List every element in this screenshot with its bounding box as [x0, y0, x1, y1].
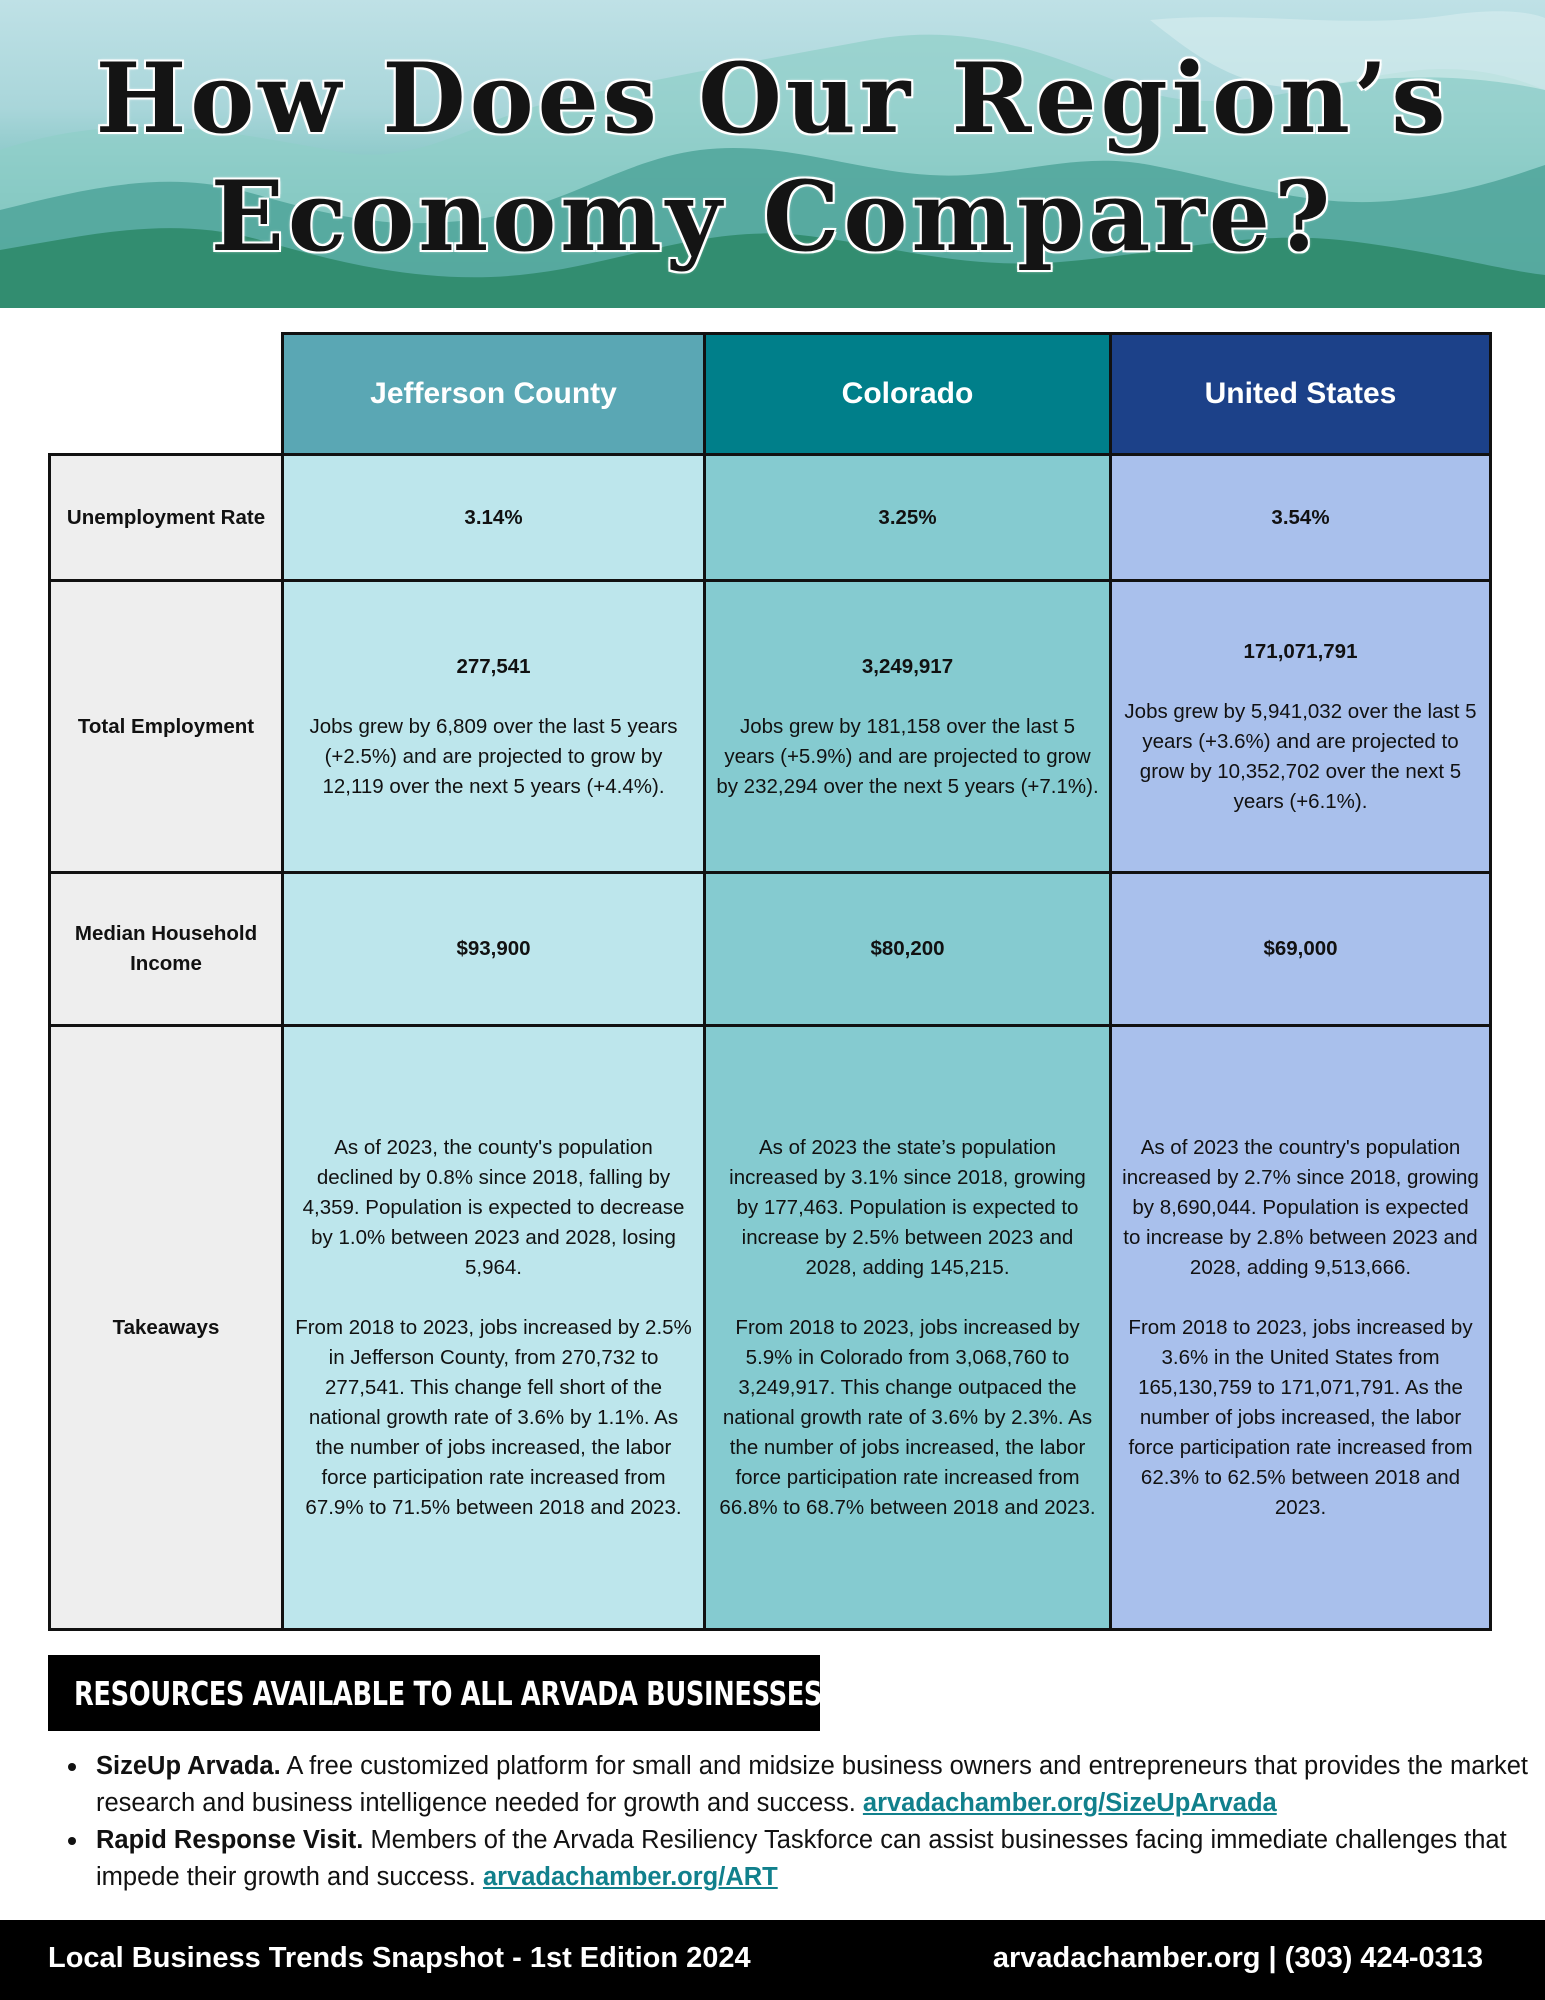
header-banner: [0, 0, 1545, 308]
resource-text-sizeup: A free customized platform for small and midsize business owners and entrepreneurs that provides the market research and business intelligence needed for growth and success.: [96, 1752, 1528, 1817]
page-title-line-1: How Does Our Region’s: [95, 42, 1450, 155]
cell-colorado-employment: [705, 581, 1111, 873]
footer-edition-label: Local Business Trends Snapshot - 1st Edition 2024: [48, 1942, 751, 1974]
art-link[interactable]: arvadachamber.org/ART: [482, 1863, 778, 1891]
cell-colorado-unemployment: 3.25%: [705, 455, 1111, 581]
cell-us-employment: [1111, 581, 1491, 873]
cell-us-unemployment: 3.54%: [1111, 455, 1491, 581]
resource-text-rapid-response: Members of the Arvada Resiliency Taskforce can assist businesses facing immediate challenges that impede their growth and success.: [96, 1826, 1507, 1891]
table-row-takeaways: [50, 1026, 1491, 1630]
table-corner-blank: [50, 334, 283, 455]
us-employment-note: Jobs grew by 5,941,032 over the last 5 years (+3.6%) and are projected to grow by 10,352,702 over the next 5 years (+6.1%).: [1124, 699, 1477, 813]
sizeup-arvada-link[interactable]: arvadachamber.org/SizeUpArvada: [862, 1789, 1277, 1817]
colorado-employment-note: Jobs grew by 181,158 over the last 5 years (+5.9%) and are projected to grow by 232,294 over the next 5 years (+7.1%).: [716, 714, 1099, 798]
us-population-takeaway: As of 2023 the country's population increased by 2.7% since 2018, growing by 8,690,044. Population is expected to increase by 2.8% between 2023 and 2028, adding 9,513,666.: [1122, 1135, 1479, 1279]
table-row-income: [50, 873, 1491, 1026]
cell-colorado-takeaways: [705, 1026, 1111, 1630]
jefferson-population-takeaway: As of 2023, the county's population declined by 0.8% since 2018, falling by 4,359. Population is expected to decrease by 1.0% between 2023 and 2028, losing 5,964.: [302, 1135, 685, 1279]
resources-heading: RESOURCES AVAILABLE TO ALL ARVADA BUSINESSES: [74, 1674, 823, 1713]
table-row-employment: [50, 581, 1491, 873]
jefferson-total-employment: 277,541: [456, 654, 531, 678]
table-header-row: [50, 334, 1491, 455]
cell-colorado-income: $80,200: [705, 873, 1111, 1026]
us-total-employment: 171,071,791: [1243, 639, 1358, 663]
footer-contact: arvadachamber.org | (303) 424-0313: [992, 1942, 1483, 1974]
row-label-takeaways: Takeaways: [50, 1026, 283, 1630]
row-label-employment: Total Employment: [50, 581, 283, 873]
table-row-unemployment: [50, 455, 1491, 581]
column-header-united-states: United States: [1111, 334, 1491, 455]
footer-bar: [0, 1920, 1545, 2000]
cell-us-takeaways: [1111, 1026, 1491, 1630]
colorado-jobs-takeaway: From 2018 to 2023, jobs increased by 5.9% in Colorado from 3,068,760 to 3,249,917. This change outpaced the national growth rate of 3.6% by 2.3%. As the number of jobs increased, the labor force participation rate increased from 66.8% to 68.7% between 2018 and 2023.: [719, 1315, 1096, 1519]
jefferson-employment-note: Jobs grew by 6,809 over the last 5 years (+2.5%) and are projected to grow by 12,119 over the next 5 years (+4.4%).: [309, 714, 678, 798]
cell-jefferson-unemployment: 3.14%: [283, 455, 705, 581]
resources-heading-bar: [48, 1655, 823, 1731]
resource-name-sizeup: SizeUp Arvada.: [96, 1752, 281, 1780]
resources-list: [58, 1748, 1536, 1896]
colorado-total-employment: 3,249,917: [861, 654, 954, 678]
cell-jefferson-employment: [283, 581, 705, 873]
row-label-income: Median Household Income: [50, 873, 283, 1026]
list-item-rapid-response: [96, 1822, 1536, 1896]
jefferson-jobs-takeaway: From 2018 to 2023, jobs increased by 2.5% in Jefferson County, from 270,732 to 277,541. This change fell short of the national growth rate of 3.6% by 1.1%. As the number of jobs increased, the labor force participation rate increased from 67.9% to 71.5% between 2018 and 2023.: [295, 1315, 692, 1519]
column-header-jefferson-county: Jefferson County: [283, 334, 705, 455]
row-label-unemployment: Unemployment Rate: [50, 455, 283, 581]
colorado-population-takeaway: As of 2023 the state’s population increased by 3.1% since 2018, growing by 177,463. Population is expected to increase by 2.5% between 2023 and 2028, adding 145,215.: [729, 1135, 1086, 1279]
cell-jefferson-income: $93,900: [283, 873, 705, 1026]
page-title-line-2: Economy Compare?: [210, 160, 1335, 273]
list-item-sizeup-arvada: [96, 1748, 1536, 1822]
us-jobs-takeaway: From 2018 to 2023, jobs increased by 3.6% in the United States from 165,130,759 to 171,071,791. As the number of jobs increased, the labor force participation rate increased from 62.3% to 62.5% between 2018 and 2023.: [1128, 1315, 1473, 1519]
cell-us-income: $69,000: [1111, 873, 1491, 1026]
resource-name-rapid-response: Rapid Response Visit.: [96, 1826, 364, 1854]
economy-comparison-table: [48, 332, 1492, 1631]
column-header-colorado: Colorado: [705, 334, 1111, 455]
cell-jefferson-takeaways: [283, 1026, 705, 1630]
